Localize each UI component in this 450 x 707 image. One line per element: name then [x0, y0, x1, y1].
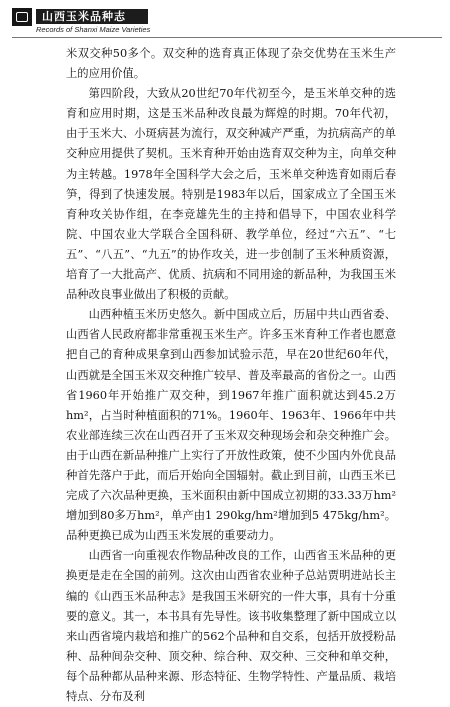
- page-body: [66, 44, 396, 707]
- body-paragraph: 米双交种50多个。双交种的选育真正体现了杂交优势在玉米生产上的应用价值。: [66, 47, 396, 81]
- body-paragraph: 第四阶段，大致从20世纪70年代初至今，是玉米单交种的选育和应用时期，这是玉米品种改良最为辉煌的时期。70年代初，由于玉米大、小斑病甚为流行，双交种减产严重，为抗病高产的单交种应用提供了契机。玉米育种开始由选育双交种为主，向单交种为主转越。1978年全国科学大会之后，玉米单交种选育如雨后春笋，得到了快速发展。特别是1983年以后，国家成立了全国玉米育种攻关协作组，在李竞雄先生的主持和倡导下，中国农业科学院、中国农业大学联合全国科研、教学单位，经过“六五”、“七五”、“八五”、“九五”的协作攻关，进一步创制了玉米种质资源，培育了一大批高产、优质、抗病和不同用途的新品种，为我国玉米品种改良事业做出了积极的贡献。: [66, 87, 396, 302]
- header-subtitle: Records of Shanxi Maize Varieties: [36, 25, 151, 34]
- header-rule: [12, 37, 442, 38]
- running-header: [12, 8, 442, 40]
- header-title: 山西玉米品种志: [36, 9, 148, 24]
- body-paragraph: 山西种植玉米历史悠久。新中国成立后，历届中共山西省委、山西省人民政府都非常重视玉米生产。许多玉米育种工作者也愿意把自己的育种成果拿到山西参加试验示范，早在20世纪60年代，山西就是全国玉米双交种推广较早、普及率最高的省份之一。山西省1960年开始推广双交种，到1967年推广面积就达到45.2万hm²，占当时种植面积的71%。1960年、1963年、1966年中共农业部连续三次在山西召开了玉米双交种现场会和杂交种推广会。由于山西在新品种推广上实行了开放性政策，使不少国内外优良品种首先落户于此，而后开始向全国辐射。截止到目前，山西玉米已完成了六次品种更换，玉米面积由新中国成立初期的33.33万hm²增加到80多万hm²，单产由1 290kg/hm²增加到5 475kg/hm²。品种更换已成为山西玉米发展的重要动力。: [66, 308, 396, 543]
- book-logo-icon: [12, 8, 32, 26]
- body-paragraph: 山西省一向重视农作物品种改良的工作，山西省玉米品种的更换更是走在全国的前列。这次由山西省农业种子总站贾明进站长主编的《山西玉米品种志》是我国玉米研究的一件大事，具有十分重要的意义。其一，本书具有先导性。该书收集整理了新中国成立以来山西省境内栽培和推广的562个品种和自交系，包括开放授粉品种、品种间杂交种、顶交种、综合种、双交种、三交种和单交种，每个品种都从品种来源、形态特征、生物学特性、产量品质、栽培特点、分布及利: [66, 549, 396, 703]
